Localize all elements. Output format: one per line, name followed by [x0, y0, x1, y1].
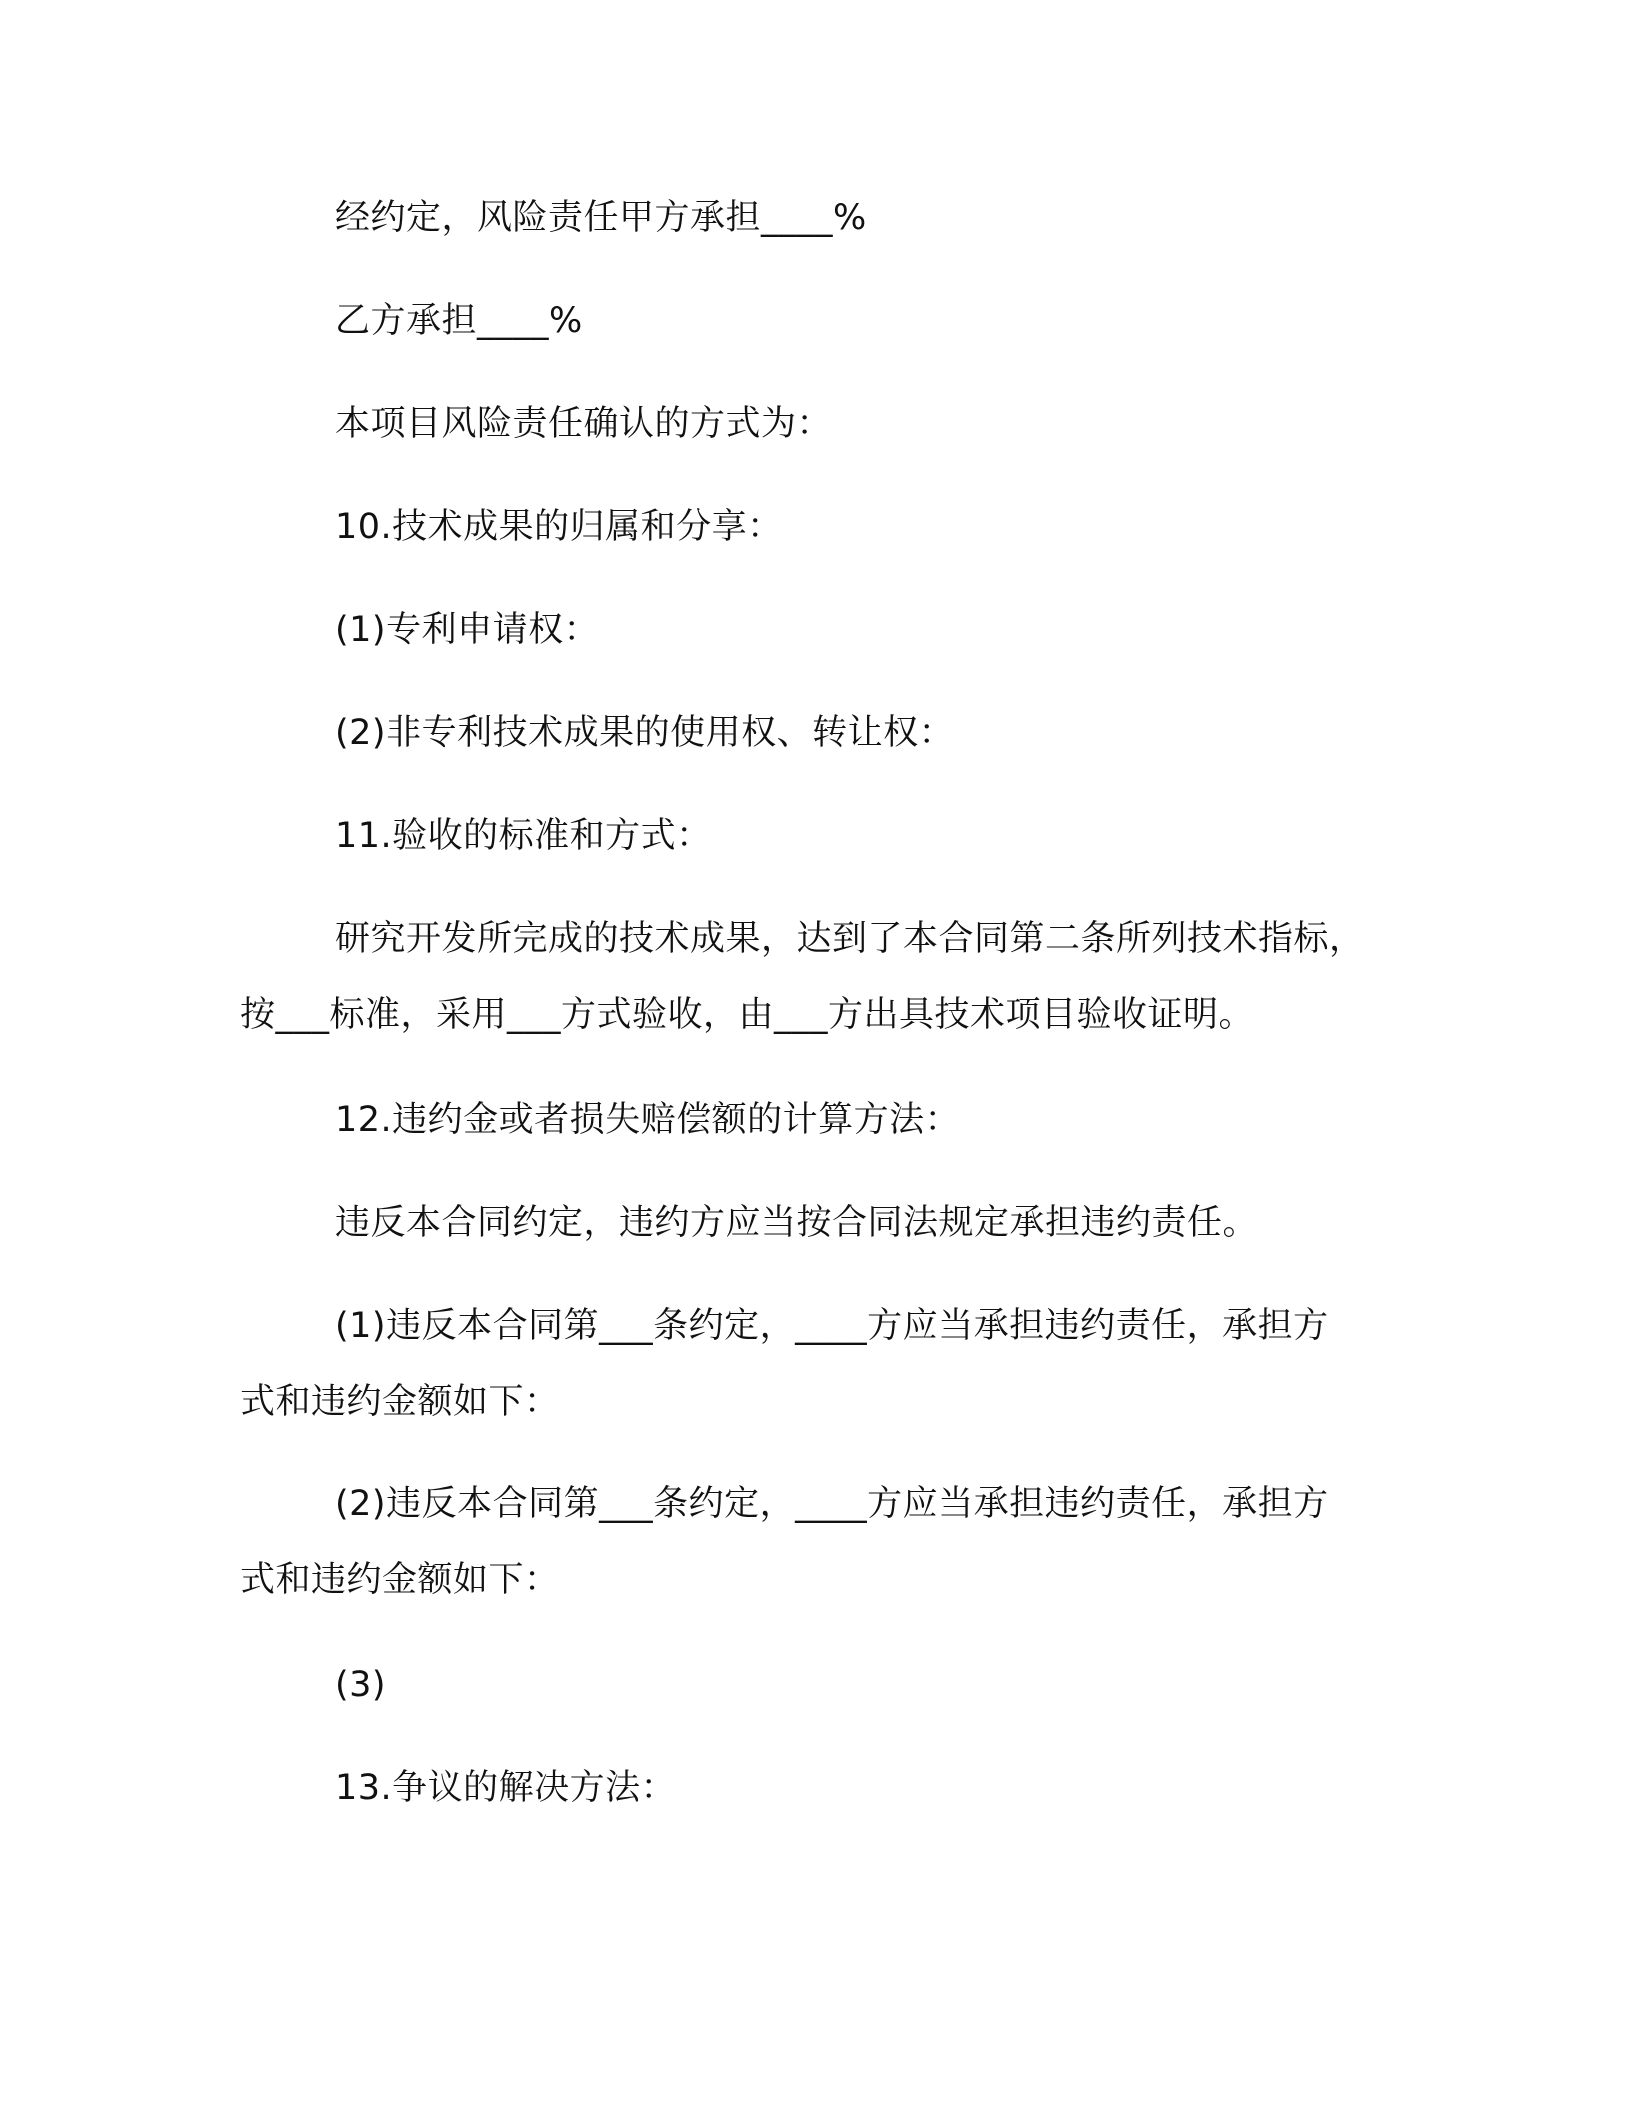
section-13-heading — [240, 1750, 1400, 1826]
paragraph-line: (1)专利申请权： — [335, 610, 600, 650]
paragraph-risk-confirmation — [240, 386, 1400, 462]
paragraph-breach-item-1 — [240, 1288, 1400, 1440]
paragraph-line: 经约定，风险责任甲方承担____% — [335, 198, 867, 238]
paragraph-line: 13.争议的解决方法： — [335, 1768, 677, 1808]
paragraph-line: 乙方承担____% — [335, 301, 583, 341]
paragraph-line: 式和违约金额如下： — [240, 1382, 560, 1422]
paragraph-patent-right — [240, 592, 1400, 668]
paragraph-line: 按___标准，采用___方式验收，由___方出具技术项目验收证明。 — [240, 995, 1255, 1035]
paragraph-line: 违反本合同约定，违约方应当按合同法规定承担违约责任。 — [335, 1203, 1259, 1243]
paragraph-line: 本项目风险责任确认的方式为： — [335, 404, 833, 444]
section-10-heading — [240, 489, 1400, 565]
paragraph-breach-item-2 — [240, 1466, 1400, 1618]
paragraph-line: 11.验收的标准和方式： — [335, 816, 712, 856]
paragraph-breach-liability — [240, 1185, 1400, 1261]
paragraph-line: 式和违约金额如下： — [240, 1560, 560, 1600]
paragraph-line: (1)违反本合同第___条约定，____方应当承担违约责任，承担方 — [335, 1306, 1329, 1346]
paragraph-line: (2)违反本合同第___条约定，____方应当承担违约责任，承担方 — [335, 1484, 1329, 1524]
paragraph-risk-party-b — [240, 283, 1400, 359]
paragraph-line: 研究开发所完成的技术成果，达到了本合同第二条所列技术指标， — [335, 919, 1365, 959]
paragraph-risk-party-a — [240, 180, 1400, 256]
paragraph-acceptance — [240, 901, 1400, 1053]
section-11-heading — [240, 798, 1400, 874]
paragraph-line: 12.违约金或者损失赔偿额的计算方法： — [335, 1100, 961, 1140]
paragraph-line: (2)非专利技术成果的使用权、转让权： — [335, 713, 955, 753]
paragraph-breach-item-3 — [240, 1647, 1400, 1723]
paragraph-non-patent-right — [240, 695, 1400, 771]
paragraph-line: 10.技术成果的归属和分享： — [335, 507, 783, 547]
paragraph-line: (3) — [335, 1665, 387, 1705]
section-12-heading — [240, 1082, 1400, 1158]
